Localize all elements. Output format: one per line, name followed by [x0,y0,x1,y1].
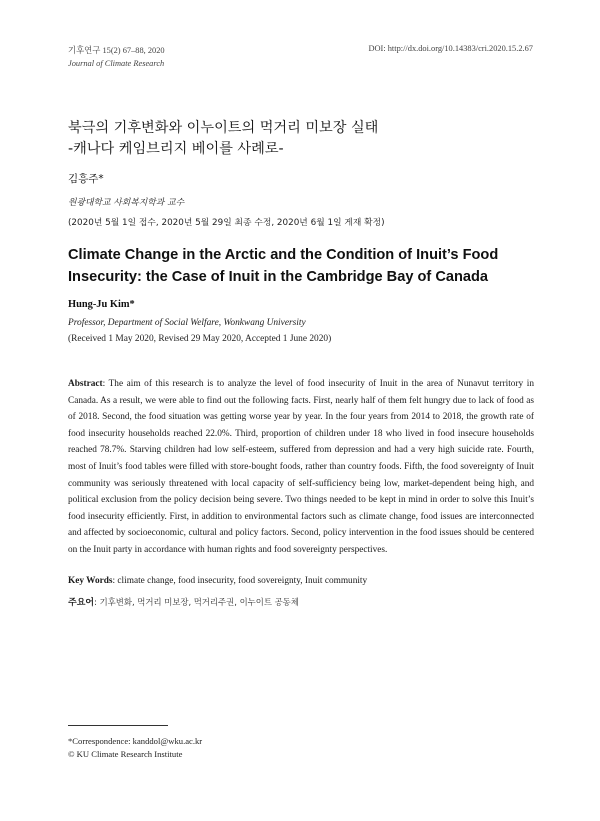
abstract-text: : The aim of this research is to analyze the level of food insecurity of Inuit in the area of Nunavut territory in Canada. As a result, we were able to find out the following facts. First, nearly half of them felt hungry due to lack of food as of 2018. Second, the food situation was getting worse year by year. In the four years from 2014 to 2018, the growth rate of food insecurity households reached 22.0%. Third, proportion of children under 18 who lived in food insecure households reached 78.7%. Starving children had low self-esteem, suffered from depression and had a very high suicide rate. Fourth, most of Inuit’s food tables were filled with store-bought foods, rather than country foods. Fifth, the food sovereignty of Inuit community was seriously threatened with local capacity of self-sufficiency being low, market-dependent being high, and political exclusion from the policy decision being severe. Two things needed to be kept in mind in order to solve this Inuit’s food insecurity efficiently. First, in addition to environmental factors such as climate change, food issues are interconnected and affected by socioeconomic, cultural and policy factors. Second, policy intervention in the food issues should be centered on the Inuit party in accordance with human rights and food sovereignty perspectives. [68,379,534,555]
keywords-label: Key Words [68,576,113,586]
korean-title-line1: 북극의 기후변화와 이누이트의 먹거리 미보장 실태 [68,120,379,136]
korean-keywords [68,595,299,608]
footnote-divider [68,725,168,726]
journal-name: Journal of Climate Research [68,59,165,68]
korean-affiliation: 원광대학교 사회복지학과 교수 [68,198,185,208]
korean-title [68,118,538,160]
english-title-line1: Climate Change in the Arctic and the Condition of Inuit’s Food [68,247,499,263]
english-author: Hung-Ju Kim* [68,299,135,310]
english-title [68,244,538,288]
citation: 기후연구 15(2) 67–88, 2020 [68,46,165,55]
keywords [68,576,367,586]
korean-keywords-text: : 기후변화, 먹거리 미보장, 먹거리주권, 이누이트 공동체 [94,597,299,607]
korean-title-line2: -캐나다 케임브리지 베이를 사례로- [68,141,284,157]
english-affiliation: Professor, Department of Social Welfare, Wonkwang University [68,318,306,328]
english-dates: (Received 1 May 2020, Revised 29 May 2020, Accepted 1 June 2020) [68,334,332,344]
running-header-left [68,44,165,70]
doi-link[interactable]: DOI: http://dx.doi.org/10.14383/cri.2020.15.2.67 [368,44,533,53]
korean-author: 김흥주* [68,173,104,185]
correspondence: *Correspondence: kanddol@wku.ac.kr [68,736,203,746]
copyright: © KU Climate Research Institute [68,749,183,759]
keywords-text: : climate change, food insecurity, food sovereignty, Inuit community [112,576,368,586]
footnote [68,735,202,761]
abstract-label: Abstract [68,379,103,389]
korean-keywords-label: 주요어 [68,598,95,608]
abstract [68,376,534,559]
english-title-line2: Insecurity: the Case of Inuit in the Cambridge Bay of Canada [68,269,489,285]
korean-dates: (2020년 5월 1일 접수, 2020년 5월 29일 최종 수정, 2020년 6월 1일 게재 확정) [68,218,385,228]
